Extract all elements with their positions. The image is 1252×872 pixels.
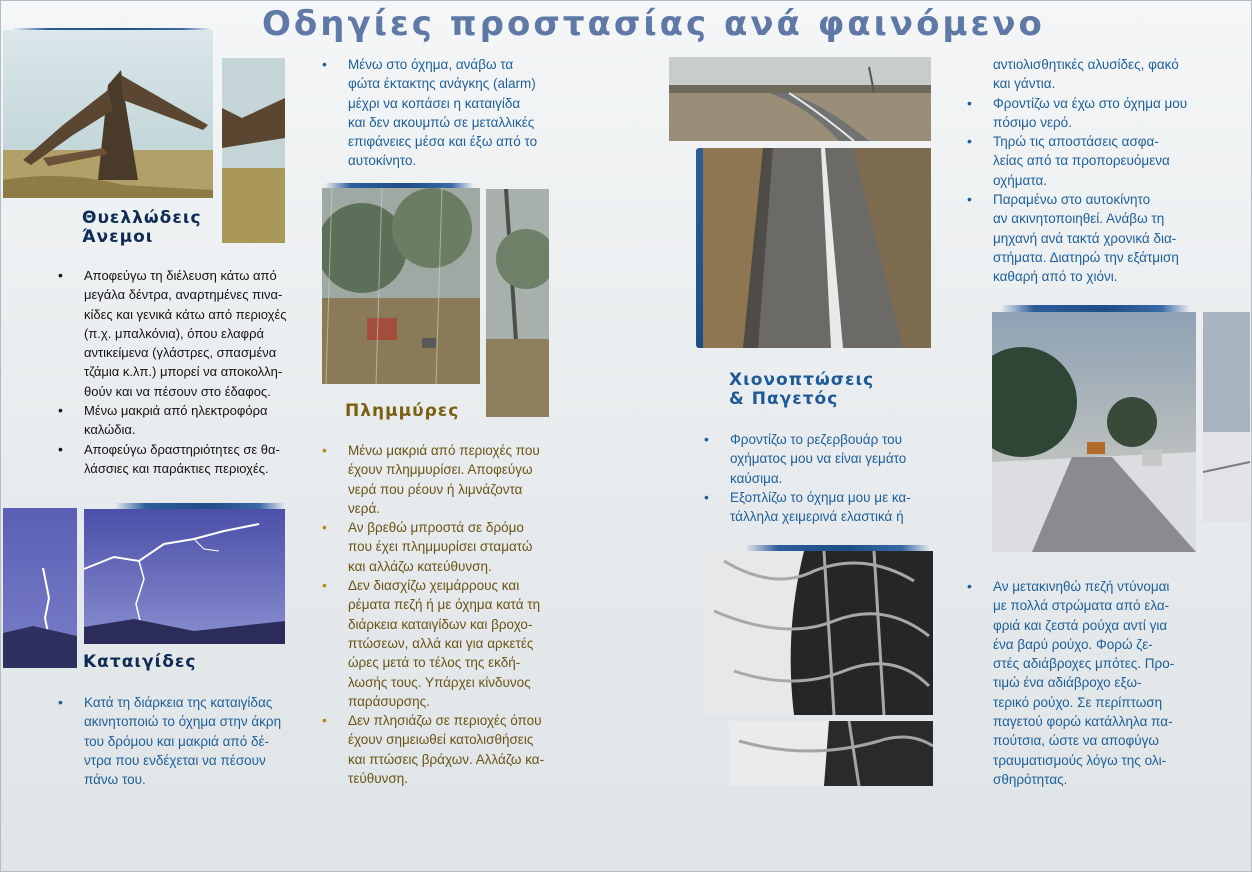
list-item: • Δεν διασχίζω χειμάρρους και ρέματα πεζή ή με όχημα κατά τη διάρκεια καταιγίδων και βροχο- πτώσεων, αλλά και για αρκετές ώρες μετά το τέλος της εκδή- λωσής τους. Υπάρχει κίνδυνος παράσυρσης. bbox=[322, 577, 541, 709]
bullet-icon: • bbox=[58, 402, 63, 419]
list-item: • Εξοπλίζω το όχημα μου με κα- τάλληλα χειμερινά ελαστικά ή bbox=[704, 488, 911, 525]
storms-bullet-list bbox=[58, 693, 290, 789]
list-item: αντιολισθητικές αλυσίδες, φακό και γάντια. bbox=[993, 57, 1179, 92]
bullet-icon: • bbox=[322, 712, 327, 729]
winds-heading-line2: Άνεμοι bbox=[82, 227, 154, 247]
bullet-icon: • bbox=[322, 577, 327, 594]
snow-chains-photo-strip bbox=[729, 721, 933, 786]
bullet-icon: • bbox=[704, 431, 709, 447]
snow-heading-line2: & Παγετός bbox=[729, 389, 839, 409]
bullet-icon: • bbox=[967, 578, 972, 594]
list-item: • Παραμένω στο αυτοκίνητο αν ακινητοποιηθεί. Ανάβω τη μηχανή ανά τακτά χρονικά δια- στήματα. Διατηρώ την εξάτμιση καθαρή από το χιόνι. bbox=[967, 191, 1179, 285]
bullet-icon: • bbox=[967, 191, 972, 208]
winds-bullet-list bbox=[58, 266, 290, 478]
snowy-road-photo bbox=[992, 312, 1196, 552]
snow-chains-photo bbox=[704, 551, 933, 715]
bullet-icon: • bbox=[967, 133, 972, 150]
floods-heading: Πλημμύρες bbox=[345, 401, 460, 421]
list-item: • Τηρώ τις αποστάσεις ασφα- λείας από τα προπορευόμενα οχήματα. bbox=[967, 133, 1170, 188]
bullet-icon: • bbox=[704, 488, 709, 505]
lightning-photo-left bbox=[3, 508, 77, 668]
list-item: • Δεν πλησιάζω σε περιοχές όπου έχουν σημειωθεί κατολισθήσεις και πτώσεις βράχων. Αλλάζω κα- τεύθυνση. bbox=[322, 712, 545, 787]
flooded-street-photo-strip bbox=[486, 189, 549, 417]
flooded-street-photo bbox=[322, 188, 480, 384]
snow-cont-bullet-list bbox=[967, 55, 1199, 287]
list-item: • Αν βρεθώ μπροστά σε δρόμο που έχει πλημμυρίσει σταματώ και αλλάζω κατεύθυνση. bbox=[322, 519, 533, 574]
winds-heading-line1: Θυελλώδεις bbox=[82, 208, 202, 228]
bullet-icon: • bbox=[322, 56, 327, 72]
snow-bullet-list bbox=[704, 430, 936, 526]
snow-walk-bullet-list bbox=[967, 577, 1199, 789]
list-item: • Φροντίζω το ρεζερβουάρ του οχήματος μου να είναι γεμάτο καύσιμα. bbox=[704, 431, 907, 486]
bullet-icon: • bbox=[322, 519, 327, 536]
grass-strip-photo bbox=[222, 58, 285, 243]
list-item: • Κατά τη διάρκεια της καταιγίδας ακινητοποιώ το όχημα στην άκρη του δρόμου και μακριά από δέ- ντρα που ενδέχεται να πέσουν πάνω του. bbox=[58, 694, 282, 788]
floods-bullet-list bbox=[322, 441, 554, 788]
bullet-icon: • bbox=[58, 267, 63, 283]
list-item: • Μένω στο όχημα, ανάβω τα φώτα έκτακτης ανάγκης (alarm) μέχρι να κοπάσει η καταιγίδα και δεν ακουμπώ σε μεταλλικές επιφάνειες μέσα και έξω από το αυτοκίνητο. bbox=[322, 56, 538, 169]
bullet-icon: • bbox=[322, 442, 327, 458]
page-title: Οδηγίες προστασίας ανά φαινόμενο bbox=[262, 4, 1045, 44]
brush-stroke bbox=[1000, 305, 1190, 312]
bullet-icon: • bbox=[967, 94, 972, 111]
list-item: • Φροντίζω να έχω στο όχημα μου πόσιμο νερό. bbox=[967, 94, 1188, 130]
storms-cont-bullet-list bbox=[322, 55, 554, 171]
bullet-icon: • bbox=[58, 694, 63, 710]
fallen-tree-photo bbox=[3, 30, 213, 198]
storms-heading: Καταιγίδες bbox=[83, 652, 197, 672]
list-item: • Μένω μακριά από περιοχές που έχουν πλημμυρίσει. Αποφεύγω νερά που ρέουν ή λιμνάζοντα νερά. bbox=[322, 442, 540, 516]
lightning-photo bbox=[84, 509, 285, 644]
snow-heading-line1: Χιονοπτώσεις bbox=[729, 370, 875, 390]
snow-heading bbox=[729, 371, 874, 409]
snowy-road-photo-strip bbox=[1203, 312, 1250, 522]
bullet-icon: • bbox=[58, 440, 63, 457]
list-item: • Αποφεύγω δραστηριότητες σε θα- λάσσιες και παράκτιες περιοχές. bbox=[58, 440, 280, 476]
flooded-road-photo bbox=[669, 57, 931, 141]
wet-road-photo bbox=[703, 148, 931, 348]
list-item: • Αποφεύγω τη διέλευση κάτω από μεγάλα δέντρα, αναρτημένες πινα- κίδες και γενικά κάτω από περιοχές (π.χ. μπαλκόνια), όπου ελαφρά αντικείμενα (γλάστρες, σπασμένα τζάμια κ.λπ.) μπορεί να αποκολλη- θούν και να πέσουν στο έδαφος. bbox=[58, 267, 287, 399]
list-item: • Αν μετακινηθώ πεζή ντύνομαι με πολλά στρώματα από ελα- φριά και ζεστά ρούχα αντί για ένα βαρύ ρούχο. Φορώ ζε- στές αδιάβροχες μπότες. Προ- τιμώ ένα αδιάβροχο εξω- τερικό ρούχο. Σε περίπτωση παγετού φορώ κατάλληλα πα- πούτσια, ώστε να αποφύγω τραυματισμούς λόγω της ολι- σθηρότητας. bbox=[967, 578, 1175, 787]
list-item: • Μένω μακριά από ηλεκτροφόρα καλώδια. bbox=[58, 402, 268, 438]
winds-heading bbox=[82, 209, 202, 247]
